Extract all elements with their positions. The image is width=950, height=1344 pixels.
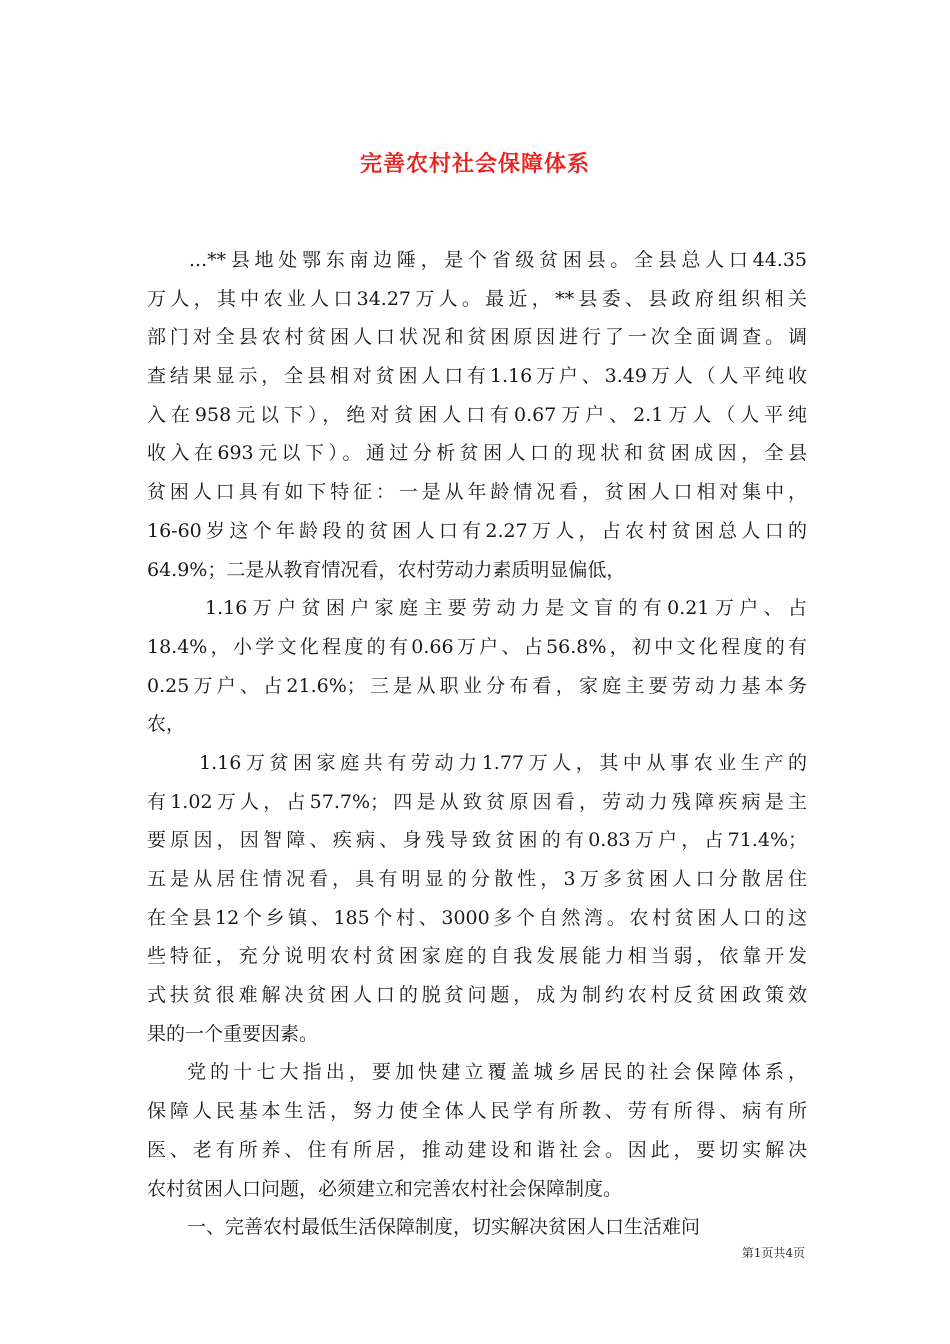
paragraph bbox=[147, 1053, 807, 1208]
paragraph-line: 有1.02万人，占57.7%；四是从致贫原因看，劳动力残障疾病是主 bbox=[147, 790, 807, 813]
document-body bbox=[147, 241, 807, 1247]
document-title: 完善农村社会保障体系 bbox=[359, 150, 590, 177]
paragraph-line: 64.9%；二是从教育情况看，农村劳动力素质明显偏低， bbox=[147, 558, 626, 581]
paragraph-line: 入在958元以下），绝对贫困人口有0.67万户、2.1万人（人平纯 bbox=[147, 403, 807, 426]
paragraph-line: 式扶贫很难解决贫困人口的脱贫问题，成为制约农村反贫困政策效 bbox=[147, 984, 807, 1007]
paragraph-line: 16-60岁这个年龄段的贫困人口有2.27万人，占农村贫困总人口的 bbox=[147, 519, 807, 542]
paragraph-line: 万人，其中农业人口34.27万人。最近，**县委、县政府组织相关 bbox=[147, 287, 807, 310]
paragraph-line: 保障人民基本生活，努力使全体人民学有所教、劳有所得、病有所 bbox=[147, 1100, 807, 1123]
paragraph-line: 要原因，因智障、疾病、身残导致贫困的有0.83万户，占71.4%； bbox=[147, 829, 807, 852]
paragraph-line: 部门对全县农村贫困人口状况和贫困原因进行了一次全面调查。调 bbox=[147, 326, 807, 349]
paragraph-line: 一、完善农村最低生活保障制度，切实解决贫困人口生活难问 bbox=[187, 1216, 701, 1239]
paragraph-line: 1.16万贫困家庭共有劳动力1.77万人，其中从事农业生产的 bbox=[199, 751, 807, 774]
paragraph-line: 0.25万户、占21.6%；三是从职业分布看，家庭主要劳动力基本务 bbox=[147, 674, 807, 697]
paragraph-line: 五是从居住情况看，具有明显的分散性，3万多贫困人口分散居住 bbox=[147, 868, 807, 890]
paragraph-line: 贫困人口具有如下特征：一是从年龄情况看，贫困人口相对集中， bbox=[147, 481, 807, 504]
paragraph bbox=[147, 241, 807, 589]
paragraph-line: 果的一个重要因素。 bbox=[147, 1022, 319, 1045]
page-number: 第1页共4页 bbox=[741, 1246, 805, 1260]
paragraph bbox=[147, 589, 807, 744]
paragraph-line: 医、老有所养、住有所居，推动建设和谐社会。因此，要切实解决 bbox=[147, 1138, 807, 1161]
paragraph-line: 查结果显示，全县相对贫困人口有1.16万户、3.49万人（人平纯收 bbox=[147, 365, 807, 388]
paragraph bbox=[147, 1208, 807, 1247]
paragraph-line: 些特征，充分说明农村贫困家庭的自我发展能力相当弱，依靠开发 bbox=[147, 945, 807, 968]
paragraph-line: 在全县12个乡镇、185个村、3000多个自然湾。农村贫困人口的这 bbox=[147, 906, 807, 929]
paragraph bbox=[147, 744, 807, 1054]
paragraph-line: 农村贫困人口问题，必须建立和完善农村社会保障制度。 bbox=[147, 1177, 623, 1200]
paragraph-line: ...**县地处鄂东南边陲，是个省级贫困县。全县总人口44.35 bbox=[189, 249, 807, 271]
paragraph-line: 农， bbox=[147, 713, 186, 736]
paragraph-line: 18.4%，小学文化程度的有0.66万户、占56.8%，初中文化程度的有 bbox=[147, 635, 807, 658]
paragraph-line: 收入在693元以下）。通过分析贫困人口的现状和贫困成因，全县 bbox=[147, 442, 807, 465]
paragraph-line: 党的十七大指出，要加快建立覆盖城乡居民的社会保障体系， bbox=[187, 1061, 807, 1084]
paragraph-line: 1.16万户贫困户家庭主要劳动力是文盲的有0.21万户、占 bbox=[205, 597, 807, 620]
